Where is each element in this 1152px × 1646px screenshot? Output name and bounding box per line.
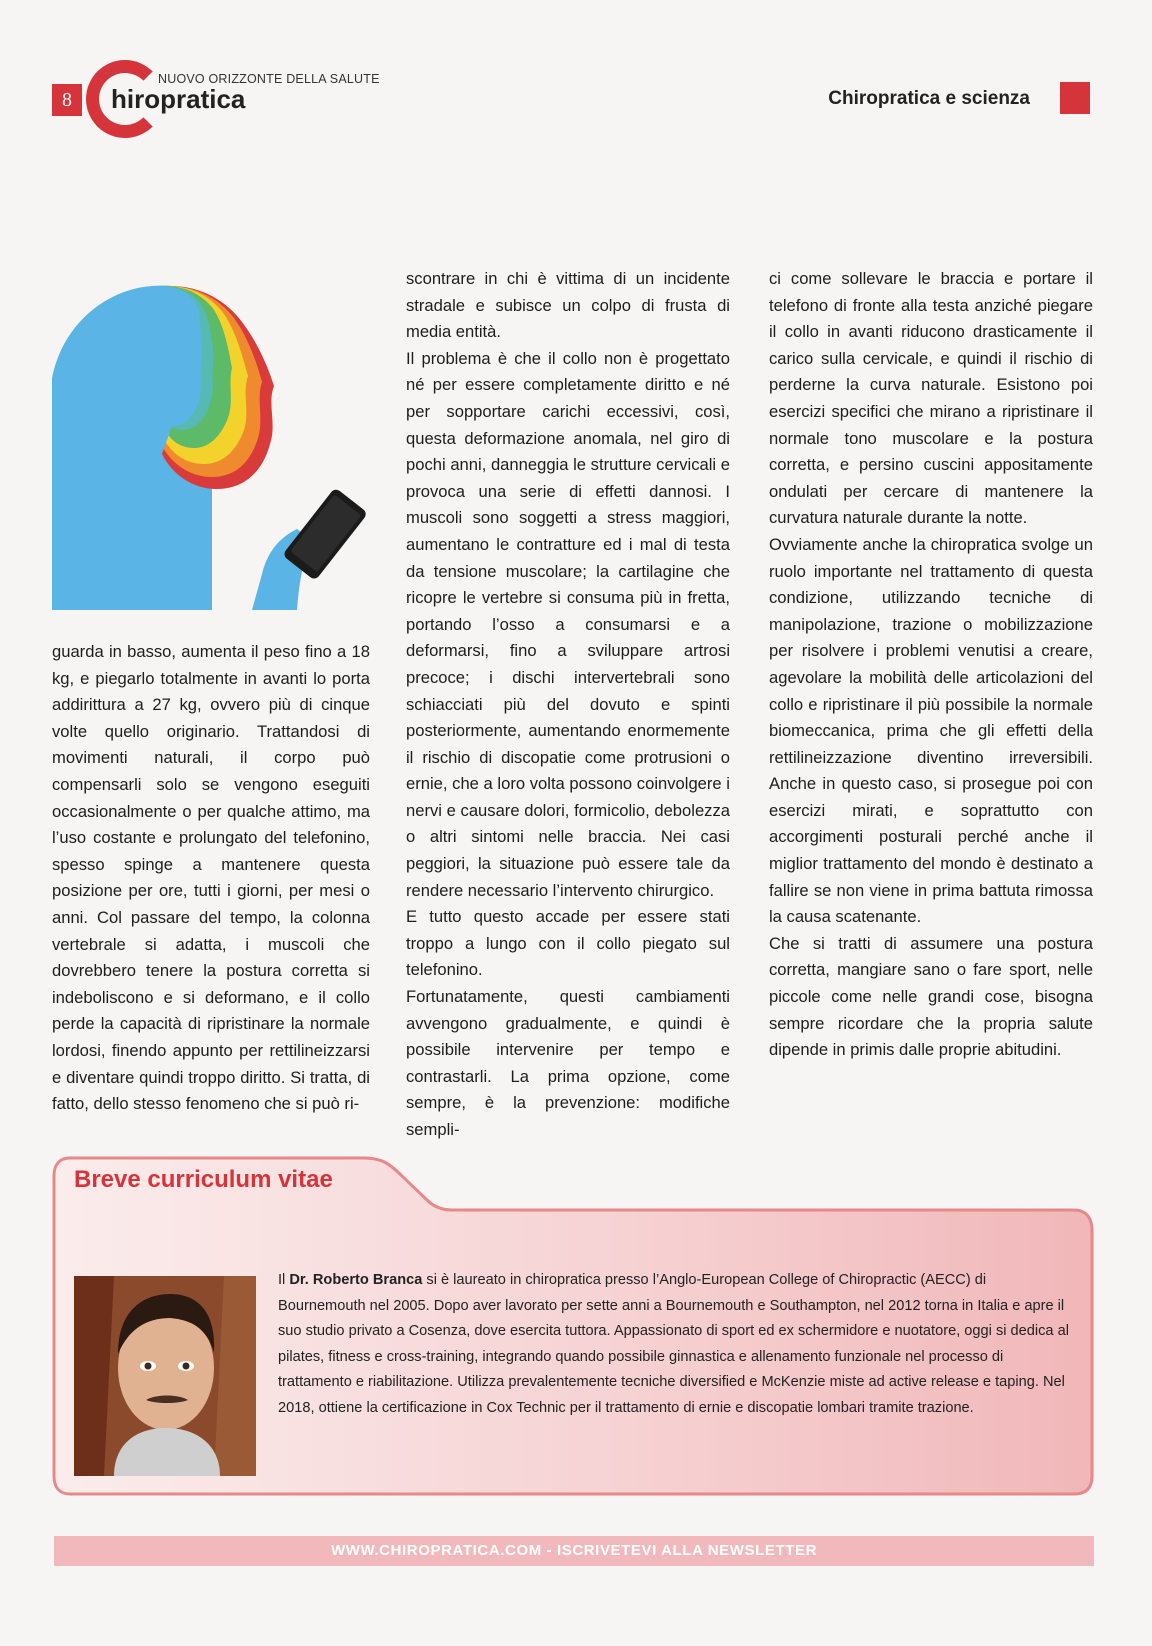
- logo-name: hiropratica: [111, 84, 246, 114]
- article-column-1: [52, 639, 370, 1118]
- author-portrait-photo: [74, 1276, 256, 1476]
- article-paragraph: Ovviamente anche la chiropratica svolge un ruolo importante nel trattamento di questa condizione, utilizzando tecniche di manipolazione, trazione o mobilizzazione per risolvere i problemi venutisi a creare, agevolare la mobilità delle articolazioni del collo e ripristinare il più possibile la normale biomeccanica, prima che gli effetti della rettilineizzazione diventino irreversibili. Anche in questo caso, si prosegue poi con esercizi mirati, e soprattutto con accorgimenti posturali perché anche il miglior trattamento del mondo è destinato a fallire se non viene in prima battuta rimossa la causa scatenante.: [769, 534, 1093, 927]
- section-title: Chiropratica e scienza: [828, 88, 1030, 109]
- section-marker-icon: [1060, 82, 1090, 114]
- footer-newsletter-bar[interactable]: WWW.CHIROPRATICA.COM - ISCRIVETEVI ALLA NEWSLETTER: [54, 1536, 1094, 1566]
- page-number: 8: [52, 84, 82, 116]
- article-paragraph: ci come sollevare le braccia e portare il telefono di fronte alla testa anziché piegare il collo in avanti riducono drasticamente il carico sulla cervicale, e quindi il rischio di perderne la curva naturale. Esistono poi esercizi specifici che mirano a ripristinare il normale tono muscolare e la postura corretta, e persino cuscini appositamente ondulati per cercare di mantenere la curvatura naturale durante la notte.: [769, 269, 1093, 528]
- article-paragraph: Fortunatamente, questi cambiamenti avvengono gradualmente, e quindi è possibile intervenire per tempo e contrastarli. La prima opzione, come sempre, è la prevenzione: modifiche sempli-: [406, 987, 730, 1139]
- article-paragraph: Il problema è che il collo non è progettato né per essere completamente diritto e né per sopportare carichi eccessivi, così, questa deformazione anomala, nel giro di pochi anni, danneggia le strutture cervicali e provoca una serie di effetti dannosi. I muscoli sono soggetti a stress maggiori, aumentano le contratture ed i mal di testa da tensione muscolare; la cartilagine che ricopre le vertebre si consuma più in fretta, portando l’osso a consumarsi e a deformarsi, fino a sviluppare artrosi precoce; i dischi intervertebrali sono schiacciati più del dovuto e spinti posteriormente, aumentando enormemente il rischio di discopatie come protrusioni o ernie, che a loro volta possono coinvolgere i nervi e causare dolori, formicolio, debolezza o altri sintomi nelle braccia. Nei casi peggiori, la situazione può essere tale da rendere necessario l’intervento chirurgico.: [406, 348, 730, 900]
- curriculum-text: [278, 1268, 1072, 1421]
- article-column-3: [769, 266, 1093, 1064]
- curriculum-title: Breve curriculum vitae: [74, 1166, 333, 1193]
- curriculum-body: si è laureato in chiropratica presso l’Anglo-European College of Chiropractic (AECC) di Bournemouth nel 2005. Dopo aver lavorato per sette anni a Bournemouth e Southampton, nel 2012 torna in Italia e apre il suo studio privato a Cosenza, dove esercita tuttora. Appassionato di sport ed ex schermidore e nuotatore, oggi si dedica al pilates, fitness e cross-training, integrando quando possibile ginnastica e allenamento funzionale nel processo di trattamento e riabilitazione. Utilizza prevalentemente tecniche diversified e McKenzie miste ad active release e taping. Nel 2018, ottiene la certificazione in Cox Technic per il trattamento di ernie e discopatie lombari tramite trazione.: [278, 1272, 1069, 1416]
- curriculum-intro: Il: [278, 1272, 290, 1288]
- logo-subtitle: NUOVO ORIZZONTE DELLA SALUTE: [158, 72, 380, 86]
- article-column-2: [406, 266, 730, 1144]
- head-tilt-smartphone-illustration: [52, 284, 370, 610]
- curriculum-box: [52, 1156, 1094, 1496]
- article-paragraph: Che si tratti di assumere una postura corretta, mangiare sano o fare sport, nelle piccole come nelle grandi cose, bisogna sempre ricordare che la propria salute dipende in primis dalle proprie abitudini.: [769, 933, 1093, 1060]
- author-name: Dr. Roberto Branca: [289, 1272, 423, 1288]
- article-paragraph: E tutto questo accade per essere stati troppo a lungo con il collo piegato sul telefonino.: [406, 907, 730, 980]
- article-paragraph: scontrare in chi è vittima di un incidente stradale e subisce un colpo di frusta di media entità.: [406, 269, 730, 342]
- article-paragraph: guarda in basso, aumenta il peso fino a 18 kg, e piegarlo totalmente in avanti lo porta addirittura a 27 kg, ovvero più di cinque volte quello originario. Trattandosi di movimenti naturali, il corpo può compensarli solo se vengono eseguiti occasionalmente o per qualche attimo, ma l’uso costante e prolungato del telefonino, spesso spinge a mantenere questa posizione per ore, tutti i giorni, per mesi o anni. Col passare del tempo, la colonna vertebrale si adatta, i muscoli che dovrebbero tenere la postura corretta si indeboliscono e si deformano, e il collo perde la capacità di ripristinare la normale lordosi, finendo appunto per rettilineizzarsi e diventare quindi troppo diritto. Si tratta, di fatto, dello stesso fenomeno che si può ri-: [52, 642, 370, 1114]
